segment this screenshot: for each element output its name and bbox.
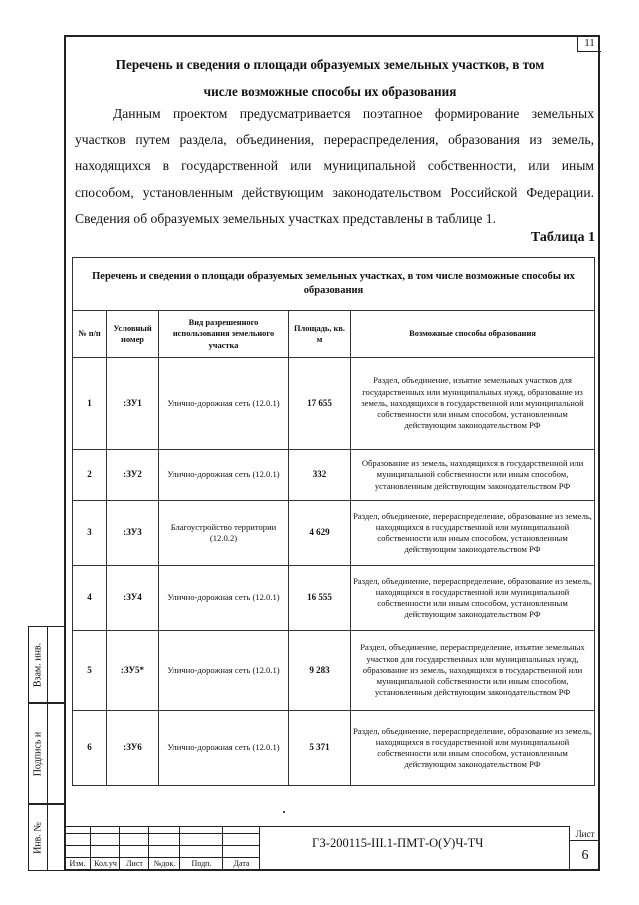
intro-paragraph-text: Данным проектом предусматривается поэтапное формирование земельных участков путем раздела, объединения, перераспределения, образования из земель, находящихся в государственной или муниципальной собственности, или иным способом, установленным действующим законодательством Российской Федерации. Сведения об образуемых земельных участках представлены в таблице 1. — [75, 106, 594, 226]
row-code: :ЗУ5* — [107, 631, 159, 711]
header-code: Условный номер — [107, 311, 159, 358]
tb-header-list: Лист — [126, 859, 143, 868]
sheet-label: Лист — [570, 828, 600, 841]
side-label-replacement: Взам. инв. — [32, 642, 44, 687]
row-number: 3 — [73, 501, 107, 566]
row-number: 5 — [73, 631, 107, 711]
row-area: 16 555 — [289, 566, 351, 631]
side-stamp-replacement — [28, 626, 66, 703]
table-row — [73, 450, 595, 501]
side-label-inventory: Инв. № — [32, 821, 44, 854]
row-use: Улично-дорожная сеть (12.0.1) — [159, 631, 289, 711]
row-method: Раздел, объединение, перераспределение, образование из земель, находящихся в государственной или муниципальной собственности или иным способом, установленным действующим законодательством РФ — [351, 711, 595, 786]
side-stamp-signature — [28, 703, 66, 804]
row-use: Улично-дорожная сеть (12.0.1) — [159, 450, 289, 501]
row-code: :ЗУ4 — [107, 566, 159, 631]
scan-speck — [283, 811, 285, 813]
row-code: :ЗУ1 — [107, 358, 159, 450]
row-number: 2 — [73, 450, 107, 501]
header-use: Вид разрешенного использования земельного участка — [159, 311, 289, 358]
table-label: Таблица 1 — [530, 230, 595, 245]
intro-paragraph — [75, 101, 594, 232]
land-plots-table — [72, 257, 595, 786]
page-number: 11 — [577, 35, 601, 52]
tb-header-izm: Изм. — [69, 859, 86, 868]
section-heading-line2: числе возможные способы их образования — [203, 84, 457, 99]
table-row — [73, 711, 595, 786]
tb-header-data: Дата — [233, 859, 250, 868]
row-area: 17 655 — [289, 358, 351, 450]
table-row — [73, 566, 595, 631]
header-area: Площадь, кв. м — [289, 311, 351, 358]
row-number: 4 — [73, 566, 107, 631]
row-method: Раздел, объединение, перераспределение, изъятие земельных участков для государственных или муниципальных нужд, образование из земель, находящихся в государственной или муниципальной собственности или иным способом, установленным действующим законодательством РФ — [351, 631, 595, 711]
tb-header-kolvo: Кол.уч — [94, 859, 117, 868]
table-row — [73, 501, 595, 566]
sheet-box — [569, 826, 600, 871]
tb-header-podp: Подп. — [191, 859, 212, 868]
row-method: Образование из земель, находящихся в государственной или муниципальной собственности или иным способом, установленным действующим законодательством РФ — [351, 450, 595, 501]
header-number: № п/п — [73, 311, 107, 358]
sheet-number: 6 — [581, 848, 589, 863]
document-number: ГЗ-200115-III.1-ПМТ-О(У)Ч-ТЧ — [312, 836, 484, 850]
row-use: Благоустройство территории (12.0.2) — [159, 501, 289, 566]
row-number: 6 — [73, 711, 107, 786]
row-use: Улично-дорожная сеть (12.0.1) — [159, 711, 289, 786]
row-area: 332 — [289, 450, 351, 501]
table-row — [73, 358, 595, 450]
row-number: 1 — [73, 358, 107, 450]
row-area: 5 371 — [289, 711, 351, 786]
row-area: 4 629 — [289, 501, 351, 566]
row-use: Улично-дорожная сеть (12.0.1) — [159, 566, 289, 631]
row-code: :ЗУ2 — [107, 450, 159, 501]
header-method: Возможные способы образования — [351, 311, 595, 358]
table-caption: Перечень и сведения о площади образуемых земельных участках, в том числе возможные способы их образования — [73, 258, 595, 311]
side-label-signature: Подпись и — [32, 731, 44, 776]
tb-header-ndok: №док. — [153, 859, 176, 868]
row-method: Раздел, объединение, перераспределение, образование из земель, находящихся в государственной или муниципальной собственности или иным способом, установленным действующим законодательством РФ — [351, 566, 595, 631]
section-heading-line1: Перечень и сведения о площади образуемых земельных участков, в том — [115, 57, 545, 72]
row-use: Улично-дорожная сеть (12.0.1) — [159, 358, 289, 450]
row-code: :ЗУ6 — [107, 711, 159, 786]
row-code: :ЗУ3 — [107, 501, 159, 566]
row-method: Раздел, объединение, перераспределение, образование из земель, находящихся в государственной или муниципальной собственности или иным способом, установленным действующим законодательством РФ — [351, 501, 595, 566]
table-row — [73, 631, 595, 711]
row-area: 9 283 — [289, 631, 351, 711]
side-stamp-inventory — [28, 804, 66, 871]
row-method: Раздел, объединение, изъятие земельных участков для государственных или муниципальных нужд, образование из земель, находящихся в государственной или муниципальной собственности или иным способом, установленным действующим законодательством РФ — [351, 358, 595, 450]
